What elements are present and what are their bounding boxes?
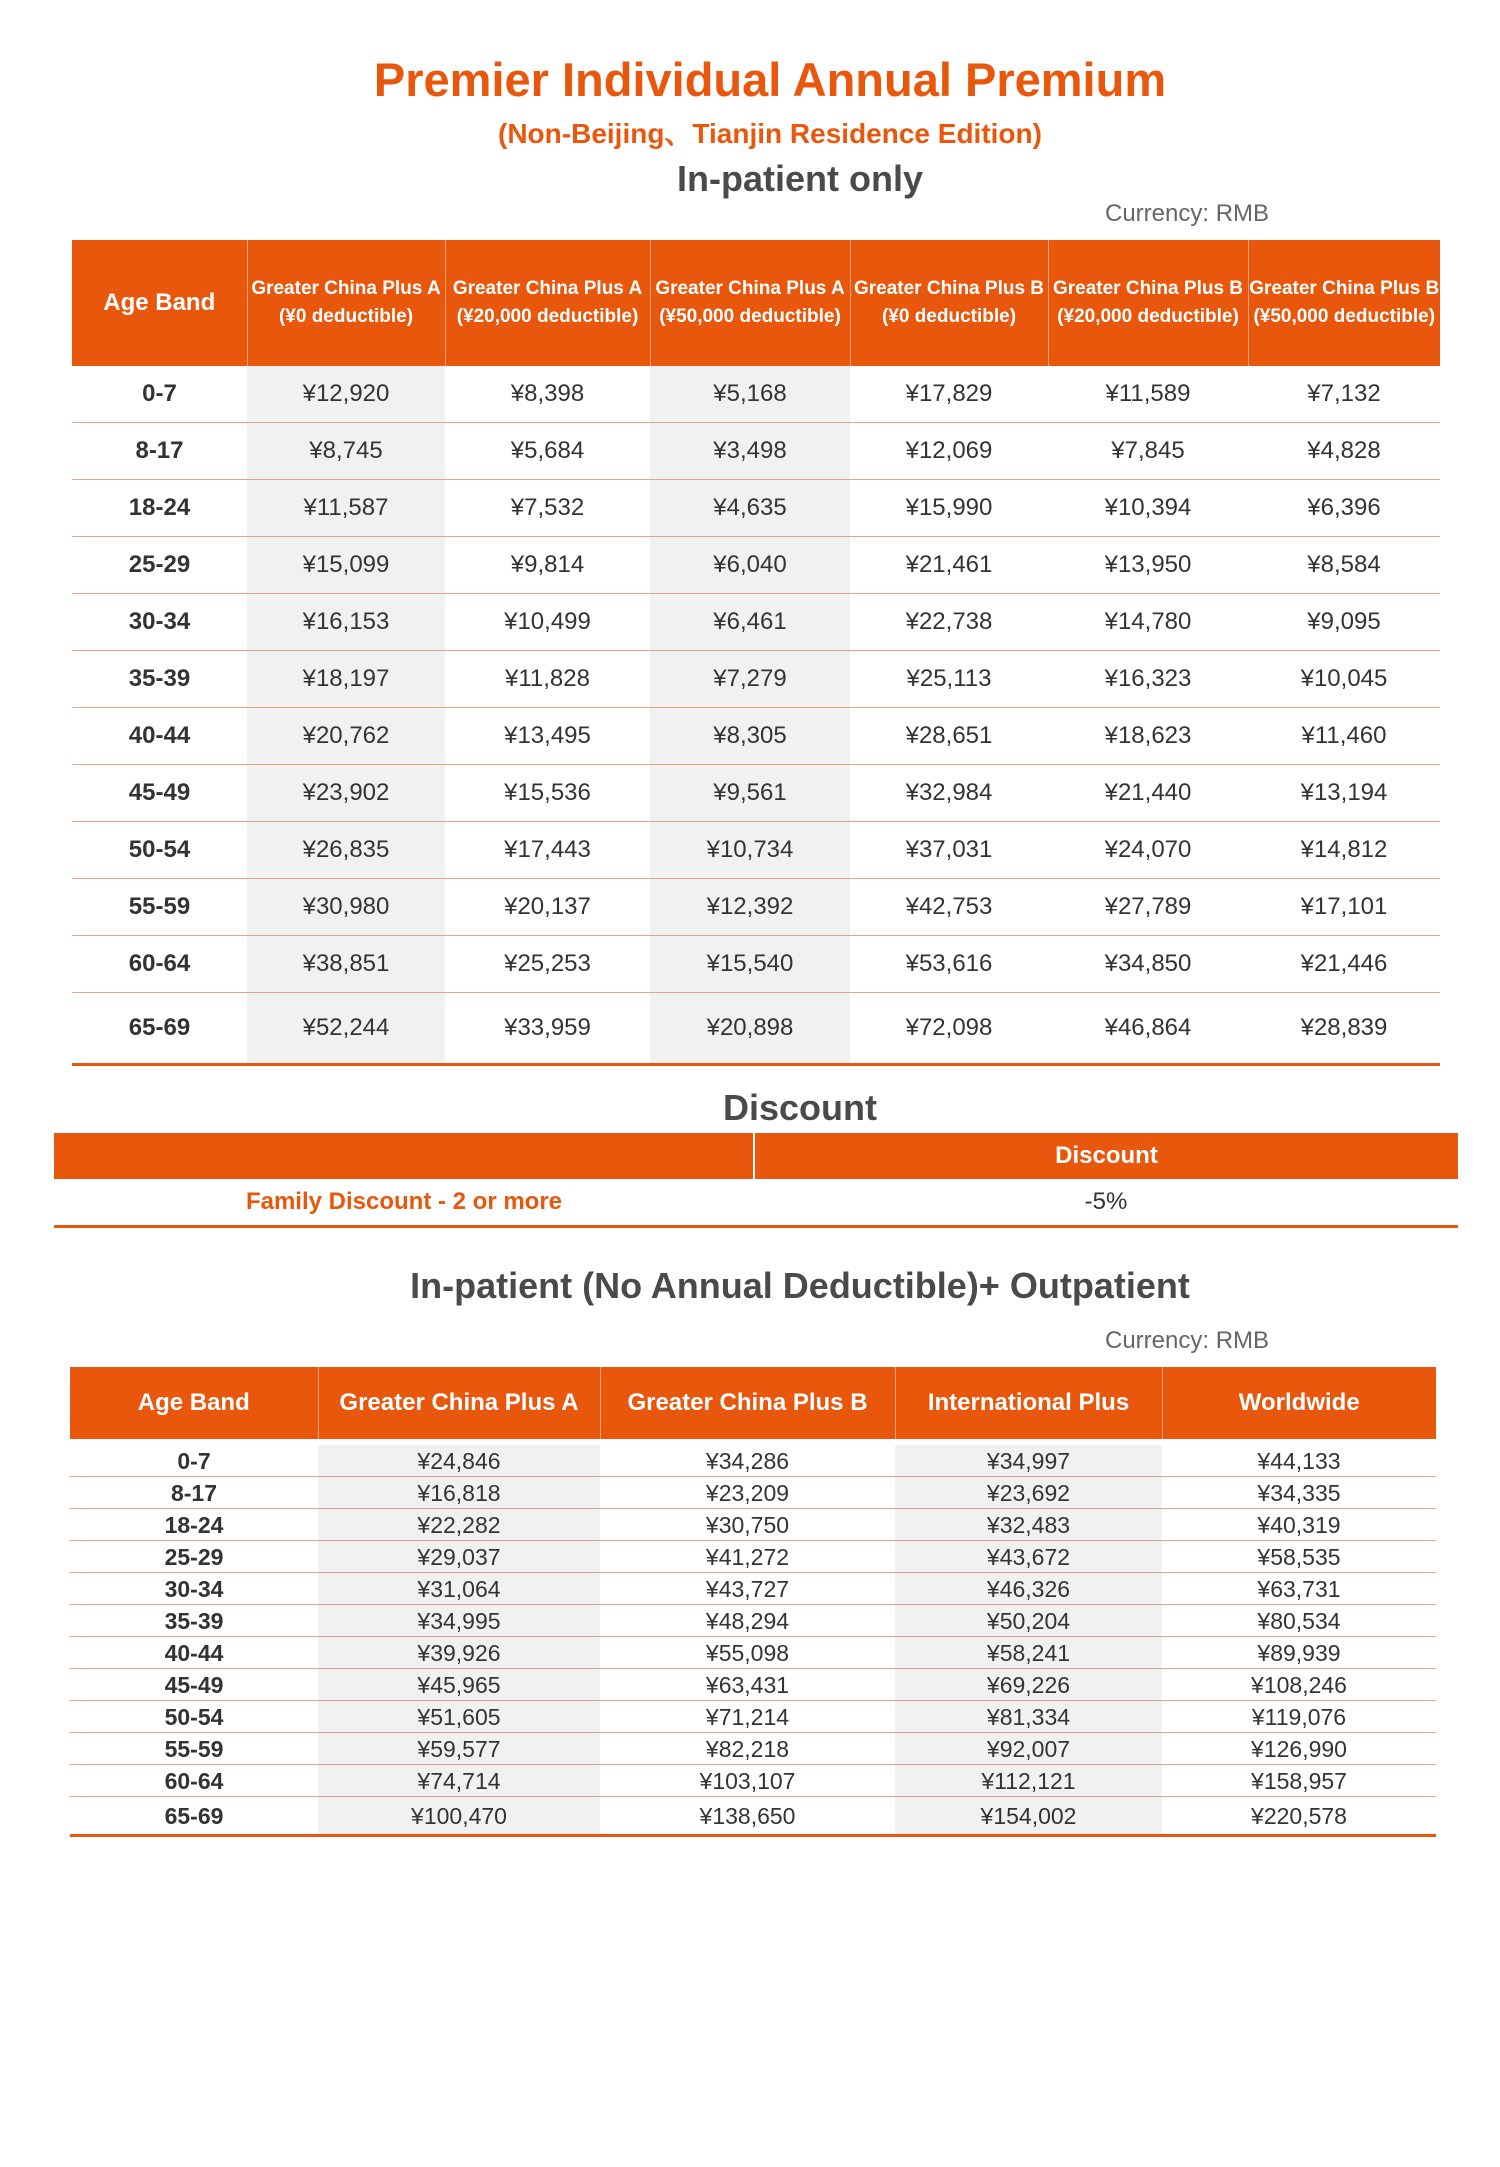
table-row [72,822,1440,879]
premium-cell: ¥158,957 [1162,1765,1436,1797]
premium-cell: ¥7,845 [1048,423,1248,480]
premium-cell: ¥11,589 [1048,366,1248,423]
header-deductible: (¥20,000 deductible) [456,306,639,327]
premium-cell: ¥14,780 [1048,594,1248,651]
header-plan-name: Greater China Plus A [452,278,643,299]
family-discount-value: -5% [754,1179,1458,1227]
premium-cell: ¥13,495 [445,708,650,765]
premium-cell: ¥18,623 [1048,708,1248,765]
age-band-cell: 30-34 [70,1573,318,1605]
premium-cell: ¥34,850 [1048,936,1248,993]
premium-cell: ¥46,326 [895,1573,1162,1605]
premium-cell: ¥8,584 [1248,537,1440,594]
premium-cell: ¥25,113 [850,651,1048,708]
premium-cell: ¥119,076 [1162,1701,1436,1733]
outpatient-table-header [70,1367,1436,1439]
age-band-cell: 65-69 [72,993,247,1065]
table-row [72,423,1440,480]
premium-cell: ¥44,133 [1162,1445,1436,1477]
premium-cell: ¥33,959 [445,993,650,1065]
age-band-cell: 55-59 [72,879,247,936]
age-band-cell: 8-17 [70,1477,318,1509]
plan-header [650,240,850,366]
premium-cell: ¥58,535 [1162,1541,1436,1573]
premium-cell: ¥46,864 [1048,993,1248,1065]
age-band-cell: 0-7 [72,366,247,423]
header-plan-name: Age Band [103,289,216,316]
age-band-header: Age Band [70,1367,318,1439]
premium-cell: ¥4,828 [1248,423,1440,480]
premium-cell: ¥8,305 [650,708,850,765]
plan-header: International Plus [895,1367,1162,1439]
age-band-cell: 18-24 [72,480,247,537]
premium-cell: ¥108,246 [1162,1669,1436,1701]
table-row [72,480,1440,537]
premium-cell: ¥81,334 [895,1701,1162,1733]
premium-cell: ¥11,828 [445,651,650,708]
premium-cell: ¥10,045 [1248,651,1440,708]
plan-header [850,240,1048,366]
premium-cell: ¥34,997 [895,1445,1162,1477]
header-deductible: (¥50,000 deductible) [1253,306,1436,327]
premium-cell: ¥22,738 [850,594,1048,651]
premium-cell: ¥23,209 [600,1477,895,1509]
family-discount-label: Family Discount - 2 or more [54,1179,754,1227]
table-row [70,1701,1436,1733]
discount-section-title: Discount [722,1087,877,1128]
plan-header: Greater China Plus B [600,1367,895,1439]
header-plan-name: Greater China Plus B [853,278,1045,299]
premium-cell: ¥15,099 [247,537,445,594]
premium-cell: ¥13,194 [1248,765,1440,822]
premium-cell: ¥23,692 [895,1477,1162,1509]
premium-cell: ¥43,727 [600,1573,895,1605]
age-band-cell: 50-54 [70,1701,318,1733]
premium-cell: ¥10,734 [650,822,850,879]
age-band-cell: 50-54 [72,822,247,879]
premium-cell: ¥20,137 [445,879,650,936]
table-row [72,936,1440,993]
table-row [70,1765,1436,1797]
premium-cell: ¥29,037 [318,1541,600,1573]
premium-cell: ¥24,070 [1048,822,1248,879]
premium-cell: ¥16,153 [247,594,445,651]
table-row [72,537,1440,594]
premium-cell: ¥100,470 [318,1797,600,1836]
age-band-cell: 30-34 [72,594,247,651]
premium-cell: ¥13,950 [1048,537,1248,594]
premium-cell: ¥41,272 [600,1541,895,1573]
premium-cell: ¥9,095 [1248,594,1440,651]
premium-cell: ¥112,121 [895,1765,1162,1797]
premium-cell: ¥34,335 [1162,1477,1436,1509]
plan-header [445,240,650,366]
premium-cell: ¥17,443 [445,822,650,879]
premium-cell: ¥7,532 [445,480,650,537]
premium-cell: ¥15,540 [650,936,850,993]
table-row [70,1797,1436,1836]
age-band-cell: 60-64 [70,1765,318,1797]
premium-cell: ¥20,898 [650,993,850,1065]
premium-cell: ¥55,098 [600,1637,895,1669]
header-plan-name: Greater China Plus A [251,278,441,299]
age-band-cell: 45-49 [72,765,247,822]
premium-cell: ¥89,939 [1162,1637,1436,1669]
inpatient-section-title: In-patient only [677,158,923,199]
header-plan-name: Greater China Plus A [655,278,845,299]
premium-cell: ¥12,920 [247,366,445,423]
premium-cell: ¥5,168 [650,366,850,423]
plan-header [1048,240,1248,366]
premium-cell: ¥63,731 [1162,1573,1436,1605]
header-deductible: (¥0 deductible) [278,306,414,327]
age-band-cell: 40-44 [72,708,247,765]
premium-cell: ¥82,218 [600,1733,895,1765]
premium-cell: ¥59,577 [318,1733,600,1765]
table-row [70,1669,1436,1701]
table-row [72,651,1440,708]
plan-header: Worldwide [1162,1367,1436,1439]
outpatient-section-title: In-patient (No Annual Deductible)+ Outpatient [410,1265,1190,1306]
premium-cell: ¥28,651 [850,708,1048,765]
premium-cell: ¥16,818 [318,1477,600,1509]
table-row [72,765,1440,822]
premium-cell: ¥26,835 [247,822,445,879]
premium-cell: ¥17,829 [850,366,1048,423]
premium-cell: ¥92,007 [895,1733,1162,1765]
premium-cell: ¥6,396 [1248,480,1440,537]
plan-header [247,240,445,366]
plan-header: Greater China Plus A [318,1367,600,1439]
inpatient-table-header [72,240,1440,366]
premium-cell: ¥72,098 [850,993,1048,1065]
age-band-cell: 35-39 [72,651,247,708]
premium-cell: ¥22,282 [318,1509,600,1541]
premium-cell: ¥51,605 [318,1701,600,1733]
plan-header [1248,240,1440,366]
premium-cell: ¥7,132 [1248,366,1440,423]
header-plan-name: Greater China Plus B [1052,278,1244,299]
premium-cell: ¥16,323 [1048,651,1248,708]
discount-header-blank [54,1133,754,1179]
table-row [70,1733,1436,1765]
premium-cell: ¥21,446 [1248,936,1440,993]
header-deductible: (¥0 deductible) [881,306,1017,327]
table-row [70,1541,1436,1573]
premium-cell: ¥5,684 [445,423,650,480]
age-band-cell: 25-29 [70,1541,318,1573]
premium-cell: ¥40,319 [1162,1509,1436,1541]
premium-cell: ¥220,578 [1162,1797,1436,1836]
premium-cell: ¥6,040 [650,537,850,594]
table-row [70,1605,1436,1637]
header-deductible: (¥20,000 deductible) [1057,306,1239,327]
table-row [70,1637,1436,1669]
premium-cell: ¥24,846 [318,1445,600,1477]
age-band-cell: 25-29 [72,537,247,594]
premium-cell: ¥30,980 [247,879,445,936]
premium-cell: ¥12,069 [850,423,1048,480]
premium-cell: ¥50,204 [895,1605,1162,1637]
age-band-cell: 18-24 [70,1509,318,1541]
premium-cell: ¥126,990 [1162,1733,1436,1765]
premium-cell: ¥34,286 [600,1445,895,1477]
premium-cell: ¥32,483 [895,1509,1162,1541]
discount-table-header [54,1133,1458,1179]
premium-cell: ¥27,789 [1048,879,1248,936]
premium-cell: ¥11,587 [247,480,445,537]
table-row [70,1477,1436,1509]
premium-cell: ¥12,392 [650,879,850,936]
age-band-cell: 8-17 [72,423,247,480]
age-band-cell: 40-44 [70,1637,318,1669]
premium-cell: ¥103,107 [600,1765,895,1797]
discount-header-label: Discount [754,1133,1458,1179]
discount-row [54,1179,1458,1227]
premium-cell: ¥63,431 [600,1669,895,1701]
age-band-cell: 35-39 [70,1605,318,1637]
premium-cell: ¥21,440 [1048,765,1248,822]
premium-cell: ¥4,635 [650,480,850,537]
age-band-cell: 45-49 [70,1669,318,1701]
premium-cell: ¥21,461 [850,537,1048,594]
premium-cell: ¥42,753 [850,879,1048,936]
premium-cell: ¥9,561 [650,765,850,822]
premium-cell: ¥71,214 [600,1701,895,1733]
premium-cell: ¥15,990 [850,480,1048,537]
header-plan-name: Greater China Plus B [1249,278,1440,299]
premium-cell: ¥3,498 [650,423,850,480]
table-row [70,1445,1436,1477]
outpatient-currency-note: Currency: RMB [1105,1327,1270,1354]
outpatient-premium-table [70,1367,1436,1837]
premium-cell: ¥18,197 [247,651,445,708]
table-row [72,708,1440,765]
premium-cell: ¥69,226 [895,1669,1162,1701]
premium-cell: ¥38,851 [247,936,445,993]
premium-cell: ¥17,101 [1248,879,1440,936]
premium-cell: ¥58,241 [895,1637,1162,1669]
premium-cell: ¥80,534 [1162,1605,1436,1637]
premium-cell: ¥30,750 [600,1509,895,1541]
table-row [72,879,1440,936]
premium-cell: ¥39,926 [318,1637,600,1669]
age-band-cell: 60-64 [72,936,247,993]
premium-cell: ¥48,294 [600,1605,895,1637]
age-band-cell: 55-59 [70,1733,318,1765]
table-row [72,366,1440,423]
premium-cell: ¥9,814 [445,537,650,594]
premium-cell: ¥37,031 [850,822,1048,879]
page-subtitle: (Non-Beijing、Tianjin Residence Edition) [498,118,1042,149]
premium-cell: ¥154,002 [895,1797,1162,1836]
premium-cell: ¥52,244 [247,993,445,1065]
premium-cell: ¥8,398 [445,366,650,423]
table-row [70,1573,1436,1605]
premium-cell: ¥43,672 [895,1541,1162,1573]
age-band-header [72,240,247,366]
page-title: Premier Individual Annual Premium [373,53,1167,106]
inpatient-currency-note: Currency: RMB [1105,200,1270,227]
premium-cell: ¥25,253 [445,936,650,993]
premium-cell: ¥138,650 [600,1797,895,1836]
premium-cell: ¥11,460 [1248,708,1440,765]
header-deductible: (¥50,000 deductible) [659,306,841,327]
age-band-cell: 0-7 [70,1445,318,1477]
table-row [72,993,1440,1065]
table-row [72,594,1440,651]
premium-cell: ¥31,064 [318,1573,600,1605]
premium-cell: ¥34,995 [318,1605,600,1637]
premium-cell: ¥6,461 [650,594,850,651]
premium-cell: ¥74,714 [318,1765,600,1797]
premium-cell: ¥10,394 [1048,480,1248,537]
premium-cell: ¥28,839 [1248,993,1440,1065]
premium-cell: ¥20,762 [247,708,445,765]
premium-cell: ¥15,536 [445,765,650,822]
inpatient-premium-table [72,240,1440,1066]
premium-cell: ¥7,279 [650,651,850,708]
premium-cell: ¥8,745 [247,423,445,480]
premium-cell: ¥23,902 [247,765,445,822]
age-band-cell: 65-69 [70,1797,318,1836]
premium-cell: ¥14,812 [1248,822,1440,879]
premium-cell: ¥45,965 [318,1669,600,1701]
table-row [70,1509,1436,1541]
premium-cell: ¥10,499 [445,594,650,651]
premium-cell: ¥32,984 [850,765,1048,822]
discount-table [54,1133,1458,1228]
premium-cell: ¥53,616 [850,936,1048,993]
